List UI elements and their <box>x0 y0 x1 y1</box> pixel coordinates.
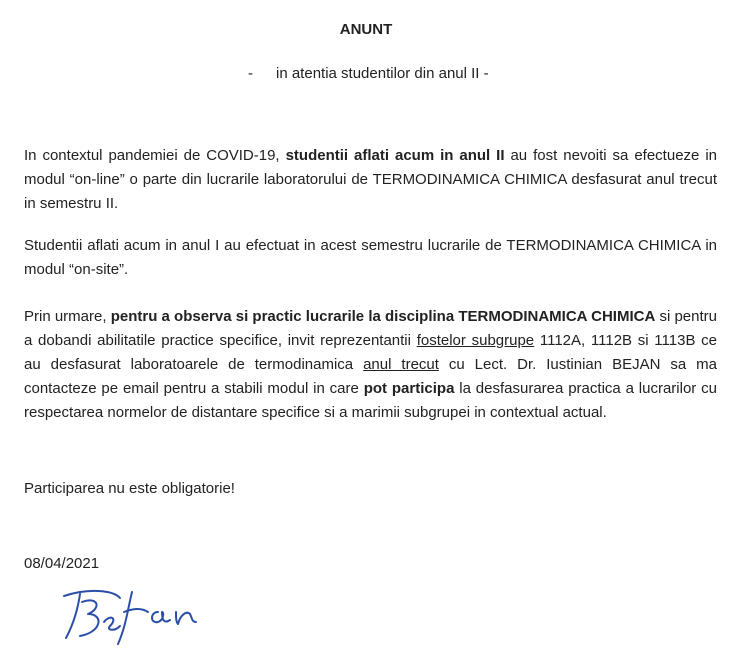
document-title: ANUNT <box>339 21 393 38</box>
emphasis-students-year-2: studentii aflati acum in anul II <box>285 147 505 164</box>
emphasis-purpose: pentru a observa si practic lucrarile la disciplina TERMODINAMICA CHIMICA <box>110 308 656 325</box>
underline-last-year: anul trecut <box>363 356 439 373</box>
paragraph-optional: Participarea nu este obligatorie! <box>24 480 235 497</box>
underline-subgroups: fostelor subgrupe <box>416 332 535 349</box>
subtitle-dash: - <box>248 65 253 82</box>
paragraph-context: In contextul pandemiei de COVID-19, studentii aflati acum in anul II au fost nevoiti sa efectueze in modul “on-line” o parte din lucrarile laboratorului de TERMODINAMICA CHIMICA desfasurat anul trecut in semestru II. <box>24 147 718 212</box>
subtitle-text: in atentia studentilor din anul II - <box>276 65 489 82</box>
emphasis-can-participate: pot participa <box>363 380 455 397</box>
signature-image <box>58 578 208 648</box>
paragraph-invitation: Prin urmare, pentru a observa si practic lucrarile la disciplina TERMODINAMICA CHIMICA si pentru a dobandi abilitatile practice specifice, invit reprezentantii fostelor subgrupe 1112A, 1112B si 1113B ce au desfasurat laboratoarele de termodinamica anul trecut cu Lect. Dr. Iustinian BEJAN sa ma contacteze pe email pentru a stabili modul in care pot participa la desfasurarea practica a lucrarilor cu respectarea normelor de distantare specifice si a marimii subgrupei in contextual actual. <box>24 308 718 421</box>
document-subtitle <box>248 65 489 82</box>
paragraph-year-1: Studentii aflati acum in anul I au efectuat in acest semestru lucrarile de TERMODINAMICA CHIMICA in modul “on-site”. <box>24 237 717 278</box>
document-date: 08/04/2021 <box>24 555 100 572</box>
